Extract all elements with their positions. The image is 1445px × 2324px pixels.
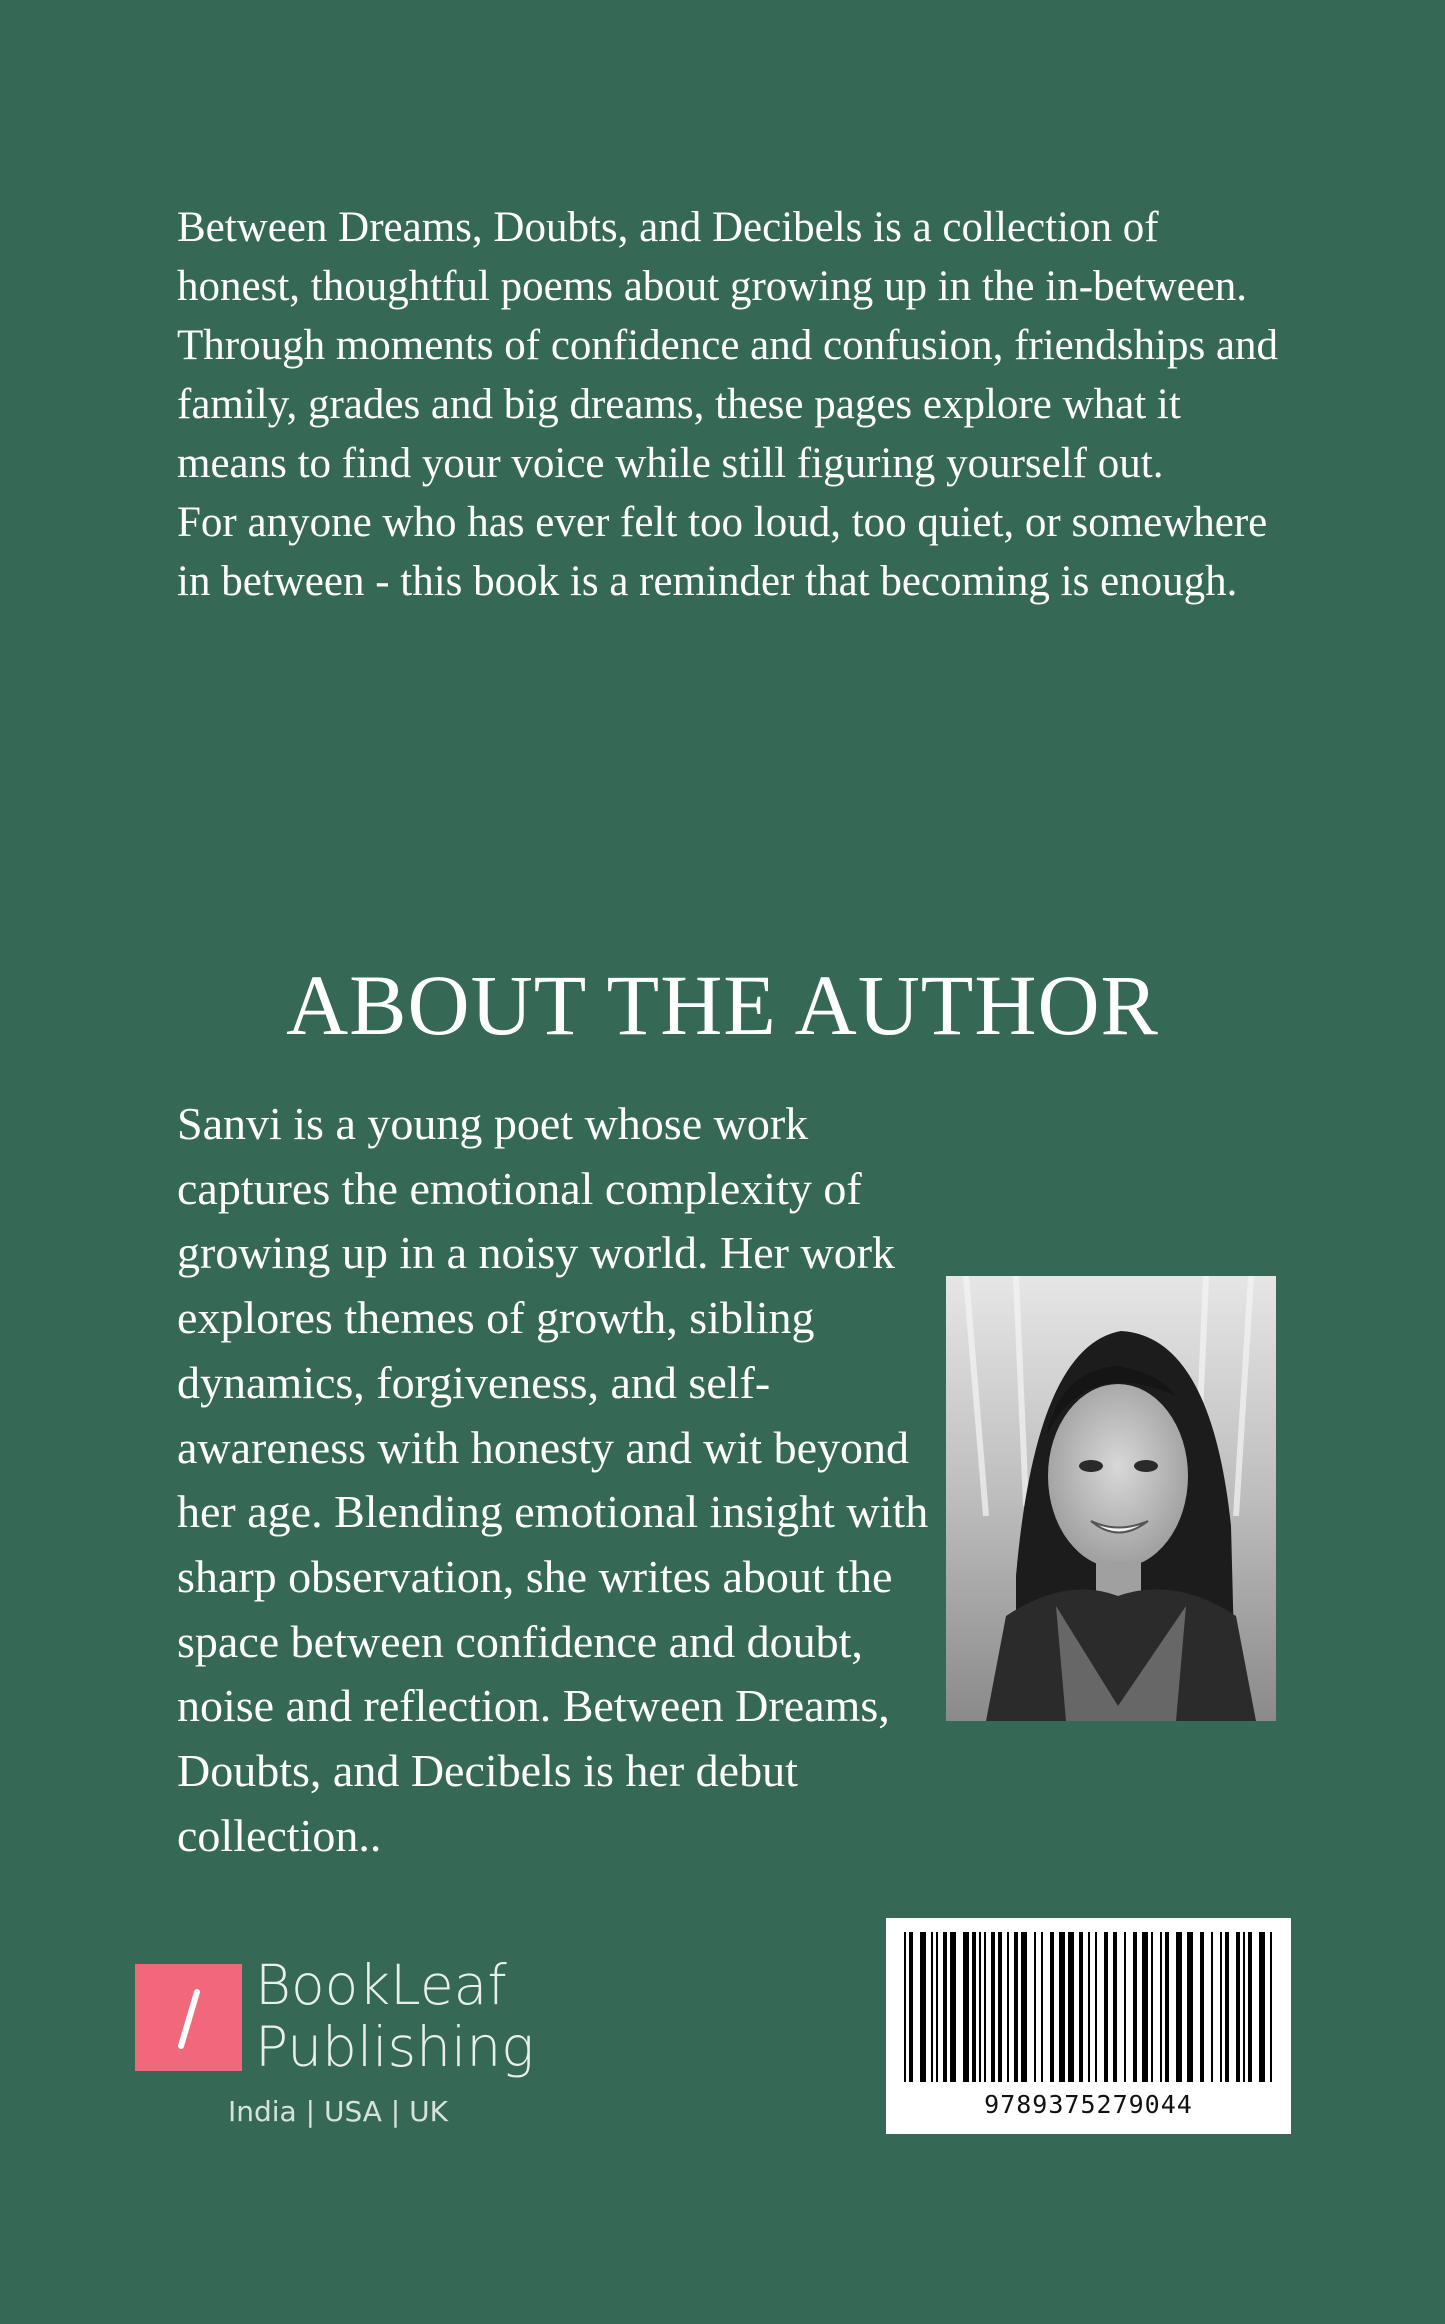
barcode-bar <box>1007 1932 1009 2082</box>
author-photo <box>946 1276 1276 1721</box>
author-bio: Sanvi is a young poet whose work captures the emotional complexity of growing up in a noisy world. Her work explores themes of growth, sibling dynamics, forgiveness, and self-awareness with honesty and wit beyond her age. Blending emotional insight with sharp observation, she writes about the space between confidence and doubt, noise and reflection. Between Dreams, Doubts, and Decibels is her debut collection.. <box>177 1098 929 1861</box>
barcode-bar <box>1211 1932 1213 2082</box>
barcode-bar <box>936 1932 938 2082</box>
barcode-bar <box>1259 1932 1265 2082</box>
slash-icon <box>181 1992 197 2046</box>
barcode-bar <box>1021 1932 1027 2082</box>
publisher-name-line1: BookLeaf <box>255 1953 507 2017</box>
back-cover-blurb <box>177 198 1287 611</box>
barcode-bar <box>1151 1932 1153 2082</box>
publisher-name <box>255 1954 534 2078</box>
barcode-bar <box>1220 1932 1222 2082</box>
publisher-regions: India | USA | UK <box>228 2095 448 2128</box>
barcode-bar <box>909 1932 913 2082</box>
barcode-bar <box>1041 1932 1043 2082</box>
barcode-bar <box>1124 1932 1126 2082</box>
barcode-bar <box>1059 1932 1065 2082</box>
barcode-bar <box>1142 1932 1148 2082</box>
barcode-bar <box>1095 1932 1097 2082</box>
barcode-bar <box>1034 1932 1036 2082</box>
barcode-bar <box>1200 1932 1204 2082</box>
barcode-bar <box>1068 1932 1074 2082</box>
barcode-bar <box>920 1932 926 2082</box>
isbn-number: 9789375279044 <box>984 2090 1193 2119</box>
barcode-bar <box>904 1932 906 2082</box>
blurb-paragraph: Between Dreams, Doubts, and Decibels is a collection of honest, thoughtful poems about growing up in the in-between. <box>177 204 1248 310</box>
barcode-bar <box>1236 1932 1240 2082</box>
barcode-bar <box>1160 1932 1162 2082</box>
barcode-bar <box>1104 1932 1108 2082</box>
barcode-bar <box>1113 1932 1117 2082</box>
barcode-bar <box>1050 1932 1054 2082</box>
barcode-bar <box>931 1932 933 2082</box>
barcode-bar <box>1270 1932 1272 2082</box>
barcode-bar <box>1088 1932 1090 2082</box>
barcode-bar <box>1176 1932 1182 2082</box>
publisher-name-line2: Publishing <box>255 2015 535 2079</box>
barcode-bar <box>991 1932 995 2082</box>
blurb-paragraph: For anyone who has ever felt too loud, too quiet, or somewhere in between - this book is a reminder that becoming is enough. <box>177 499 1268 605</box>
barcode-bar <box>1014 1932 1018 2082</box>
barcode-bar <box>950 1932 956 2082</box>
barcode-bar <box>979 1932 981 2082</box>
barcode-bar <box>943 1932 947 2082</box>
barcode-bar <box>1248 1932 1252 2082</box>
publisher-logo-mark <box>135 1964 242 2071</box>
barcode-bar <box>1225 1932 1229 2082</box>
about-the-author-heading: ABOUT THE AUTHOR <box>286 957 1159 1053</box>
blurb-paragraph: Through moments of confidence and confusion, friendships and family, grades and big dreams, these pages explore what it means to find your voice while still figuring yourself out. <box>177 322 1279 487</box>
barcode-bar <box>1079 1932 1083 2082</box>
barcode-bar <box>1133 1932 1137 2082</box>
barcode-bar <box>963 1932 969 2082</box>
barcode-bar <box>1243 1932 1245 2082</box>
barcode-bar <box>1187 1932 1193 2082</box>
barcode-bar <box>998 1932 1002 2082</box>
barcode-bar <box>972 1932 976 2082</box>
barcode-bar <box>1165 1932 1169 2082</box>
barcode-bar <box>984 1932 986 2082</box>
isbn-barcode <box>886 1918 1291 2134</box>
